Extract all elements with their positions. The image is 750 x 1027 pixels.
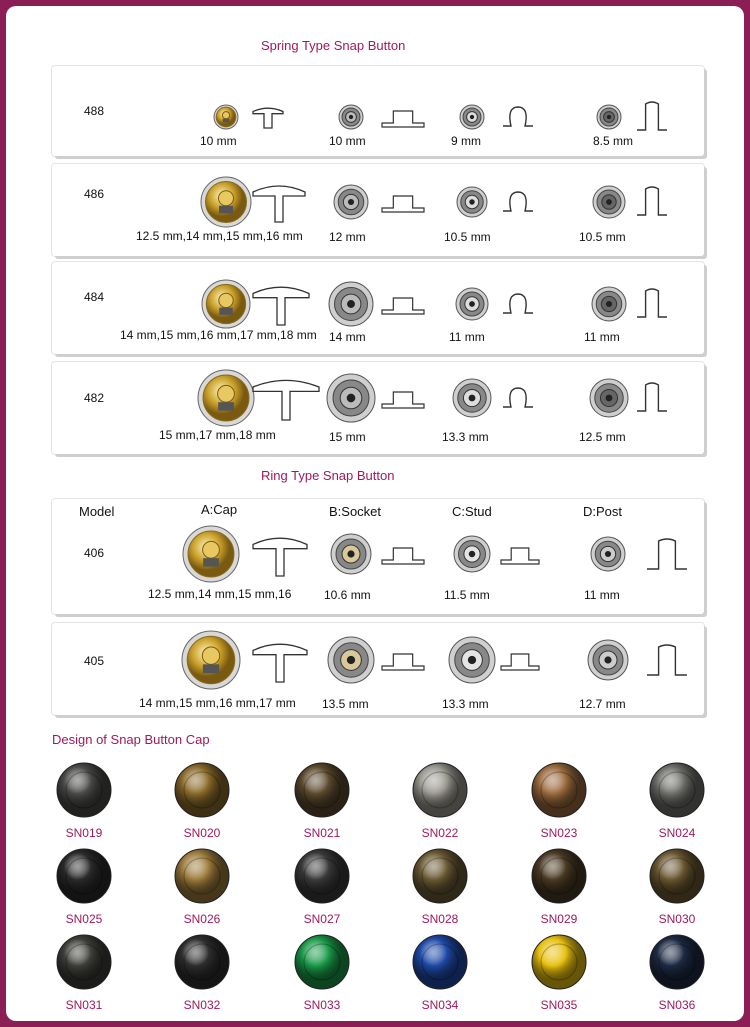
stud-profile-drawing — [500, 652, 540, 670]
cap-design-sn033 — [294, 934, 350, 990]
stud-photo — [457, 187, 487, 217]
cap-design-sn030 — [649, 848, 705, 904]
cap-design-code: SN035 — [540, 998, 578, 1012]
cap-profile-drawing — [251, 376, 321, 420]
cap-design-code: SN024 — [658, 826, 696, 840]
post-size: 10.5 mm — [579, 230, 626, 244]
stud-photo — [456, 288, 488, 320]
socket-profile-drawing — [381, 296, 425, 314]
header-post: D:Post — [583, 504, 623, 519]
socket-photo — [328, 637, 374, 683]
stud-size: 10.5 mm — [444, 230, 491, 244]
stud-size: 13.3 mm — [442, 697, 489, 711]
post-photo — [591, 537, 625, 571]
model-number: 406 — [84, 546, 105, 560]
socket-profile-drawing — [381, 546, 425, 564]
stud-size: 11 mm — [449, 330, 485, 344]
post-size: 8.5 mm — [593, 134, 634, 148]
model-number: 484 — [84, 290, 105, 304]
socket-size: 10 mm — [329, 134, 366, 148]
header-cap: A:Cap — [201, 502, 238, 517]
socket-size: 15 mm — [329, 430, 366, 444]
cap-design-sn026 — [174, 848, 230, 904]
cap-design-code: SN027 — [303, 912, 341, 926]
post-profile-drawing — [636, 101, 668, 131]
stud-profile-drawing — [502, 292, 534, 314]
cap-size: 14 mm,15 mm,16 mm,17 mm,18 mm — [120, 328, 317, 342]
cap-photo — [202, 280, 250, 328]
cap-design-code: SN026 — [183, 912, 221, 926]
cap-design-code: SN023 — [540, 826, 578, 840]
socket-profile-drawing — [381, 109, 425, 127]
post-photo — [590, 379, 628, 417]
socket-photo — [329, 282, 373, 326]
post-size: 12.5 mm — [579, 430, 626, 444]
stud-profile-drawing — [502, 105, 534, 127]
cap-photo — [214, 105, 238, 129]
ring-section-title: Ring Type Snap Button — [261, 468, 395, 483]
post-profile-drawing — [636, 186, 668, 216]
socket-size: 13.5 mm — [322, 697, 369, 711]
cap-design-sn032 — [174, 934, 230, 990]
socket-size: 10.6 mm — [324, 588, 371, 602]
cap-design-sn019 — [56, 762, 112, 818]
socket-photo — [334, 185, 368, 219]
cap-profile-drawing — [251, 106, 285, 128]
socket-photo — [327, 374, 375, 422]
header-stud: C:Stud — [452, 504, 492, 519]
socket-profile-drawing — [381, 390, 425, 408]
cap-design-sn036 — [649, 934, 705, 990]
cap-design-code: SN022 — [421, 826, 459, 840]
stud-size: 13.3 mm — [442, 430, 489, 444]
socket-photo — [339, 105, 363, 129]
cap-design-sn024 — [649, 762, 705, 818]
stud-profile-drawing — [502, 386, 534, 408]
cap-size: 10 mm — [200, 134, 237, 148]
post-profile-drawing — [636, 288, 668, 318]
cap-photo — [182, 631, 240, 689]
cap-profile-drawing — [251, 182, 307, 222]
cap-design-code: SN019 — [65, 826, 103, 840]
cap-design-sn029 — [531, 848, 587, 904]
socket-profile-drawing — [381, 652, 425, 670]
cap-design-code: SN025 — [65, 912, 103, 926]
socket-photo — [331, 534, 371, 574]
post-photo — [593, 186, 625, 218]
socket-size: 12 mm — [329, 230, 366, 244]
post-photo — [597, 105, 621, 129]
cap-size: 15 mm,17 mm,18 mm — [159, 428, 276, 442]
post-profile-drawing — [646, 538, 688, 570]
socket-size: 14 mm — [329, 330, 366, 344]
stud-photo — [449, 637, 495, 683]
cap-design-code: SN032 — [183, 998, 221, 1012]
cap-design-code: SN036 — [658, 998, 696, 1012]
cap-design-code: SN034 — [421, 998, 459, 1012]
cap-size: 14 mm,15 mm,16 mm,17 mm — [139, 696, 296, 710]
post-size: 11 mm — [584, 330, 620, 344]
cap-design-code: SN031 — [65, 998, 103, 1012]
post-profile-drawing — [646, 644, 688, 676]
header-model: Model — [79, 504, 115, 519]
stud-photo — [460, 105, 484, 129]
cap-design-sn028 — [412, 848, 468, 904]
model-number: 488 — [84, 104, 105, 118]
cap-design-code: SN020 — [183, 826, 221, 840]
stud-photo — [454, 536, 490, 572]
cap-size: 12.5 mm,14 mm,15 mm,16 — [148, 587, 292, 601]
cap-photo — [183, 526, 239, 582]
cap-design-code: SN028 — [421, 912, 459, 926]
stud-profile-drawing — [502, 190, 534, 212]
stud-size: 11.5 mm — [444, 588, 490, 602]
design-section-title: Design of Snap Button Cap — [52, 732, 210, 747]
cap-photo — [201, 177, 251, 227]
cap-design-code: SN030 — [658, 912, 696, 926]
post-profile-drawing — [636, 382, 668, 412]
cap-design-code: SN029 — [540, 912, 578, 926]
stud-profile-drawing — [500, 546, 540, 564]
post-photo — [592, 287, 626, 321]
socket-profile-drawing — [381, 194, 425, 212]
stud-photo — [453, 379, 491, 417]
cap-profile-drawing — [251, 534, 309, 576]
cap-profile-drawing — [251, 640, 309, 682]
catalog-page — [6, 6, 744, 1021]
cap-design-code: SN021 — [303, 826, 341, 840]
cap-design-code: SN033 — [303, 998, 341, 1012]
cap-design-sn027 — [294, 848, 350, 904]
cap-design-sn020 — [174, 762, 230, 818]
cap-design-sn022 — [412, 762, 468, 818]
model-number: 482 — [84, 391, 105, 405]
spring-section-title: Spring Type Snap Button — [261, 38, 406, 53]
post-size: 11 mm — [584, 588, 620, 602]
model-number: 486 — [84, 187, 105, 201]
cap-design-sn025 — [56, 848, 112, 904]
cap-size: 12.5 mm,14 mm,15 mm,16 mm — [136, 229, 303, 243]
post-photo — [588, 640, 628, 680]
cap-design-sn031 — [56, 934, 112, 990]
cap-design-sn034 — [412, 934, 468, 990]
cap-photo — [198, 370, 254, 426]
cap-design-sn021 — [294, 762, 350, 818]
post-size: 12.7 mm — [579, 697, 626, 711]
cap-design-sn035 — [531, 934, 587, 990]
header-socket: B:Socket — [329, 504, 382, 519]
model-number: 405 — [84, 654, 105, 668]
stud-size: 9 mm — [451, 134, 481, 148]
cap-profile-drawing — [251, 283, 311, 325]
cap-design-sn023 — [531, 762, 587, 818]
